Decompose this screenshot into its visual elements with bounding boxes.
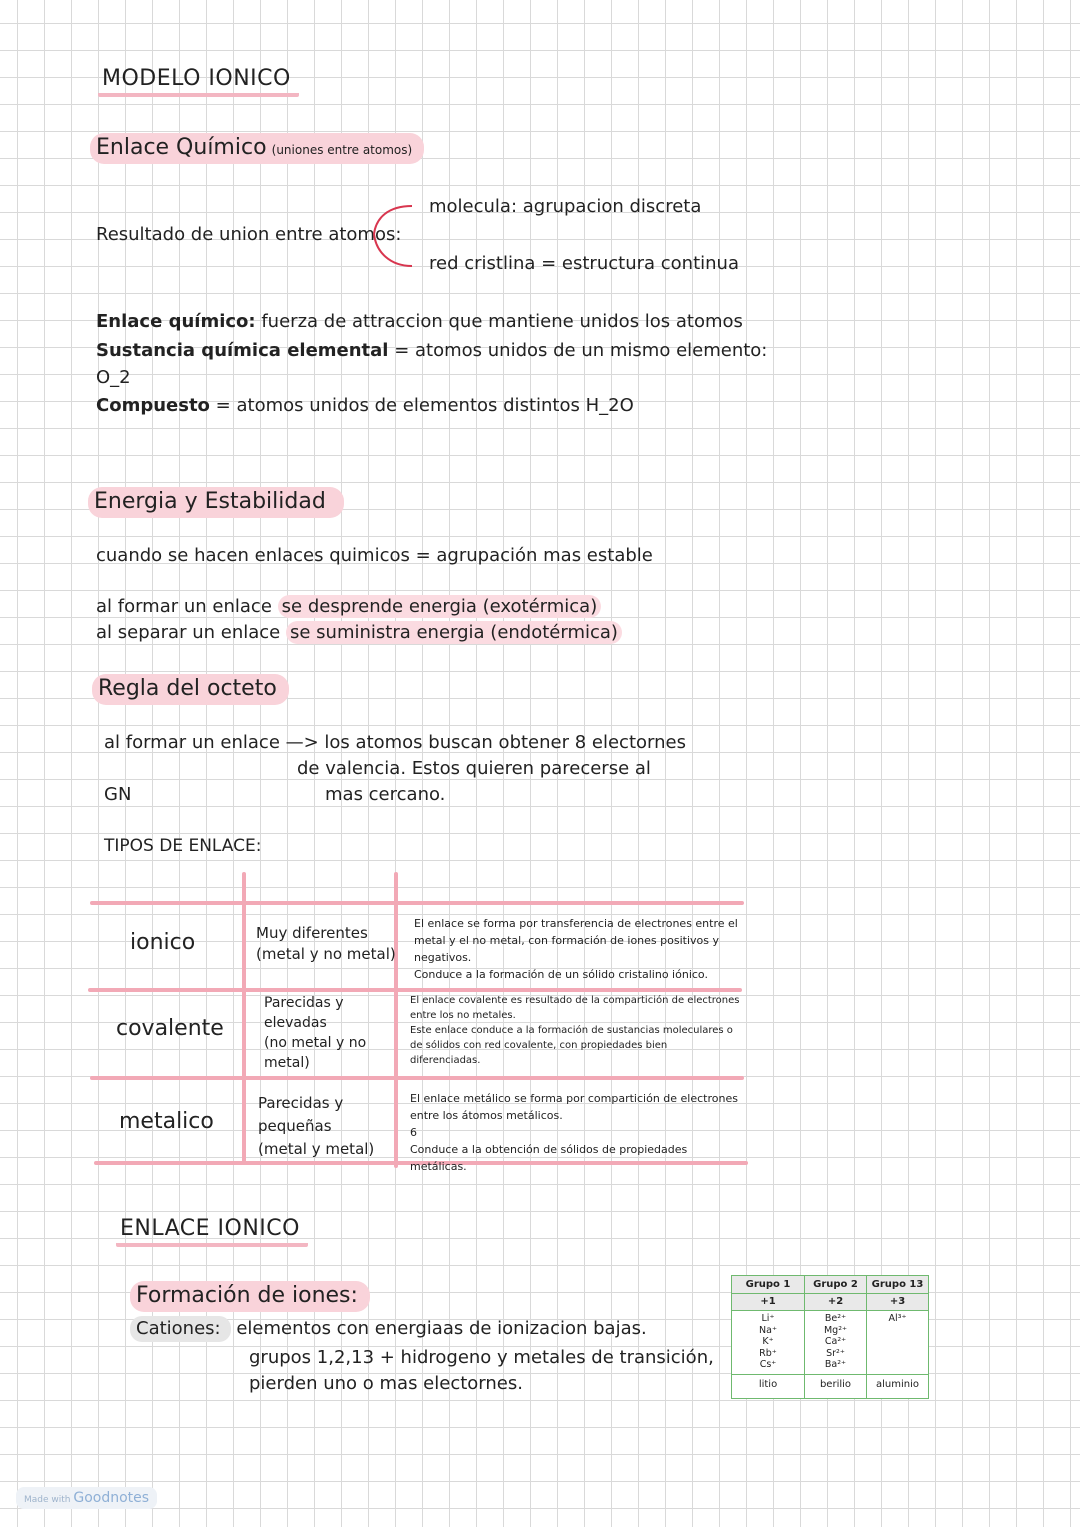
branch-bracket-icon [368, 200, 418, 275]
cationes-line-3: pierden uno o mas electornes. [249, 1373, 523, 1394]
definition-term: Compuesto [96, 395, 210, 416]
bond-description-metalico: El enlace metálico se forma por compartición de electrones entre los átomos metálicos. 6 Conduce a la obtención de sólidos de propiedades metálicas. [410, 1092, 738, 1173]
group-ions-2 [805, 1313, 866, 1371]
table-divider [394, 872, 398, 1168]
ion: K⁺ [762, 1336, 774, 1347]
definition-enlace-quimico [96, 311, 743, 332]
made-with-text: Made with [24, 1495, 71, 1505]
ion: Ca²⁺ [824, 1336, 847, 1347]
group-header: Grupo 1 [732, 1276, 804, 1293]
energia-line-1: cuando se hacen enlaces quimicos = agrupación mas estable [96, 545, 653, 566]
energia-line-2-a: al formar un enlace [96, 596, 272, 617]
goodnotes-watermark [16, 1487, 157, 1509]
group-charge: +2 [805, 1294, 866, 1310]
cationes-line-2: grupos 1,2,13 + hidrogeno y metales de transición, [249, 1347, 714, 1368]
energia-line-3-a: al separar un enlace [96, 622, 281, 643]
group-charge: +3 [867, 1294, 928, 1310]
bond-description-covalente: El enlace covalente es resultado de la compartición de electrones entre los no metales. Este enlace conduce a la formación de sustancias moleculares o de sólidos con red covalente, con propiedades bien diferenciadas. [410, 995, 740, 1066]
energia-line-3 [96, 622, 622, 643]
ion: Li⁺ [761, 1313, 775, 1324]
group-charge: +1 [732, 1294, 804, 1310]
energia-line-2 [96, 596, 601, 617]
bond-property-ionico: Muy diferentes (metal y no metal) [256, 924, 396, 963]
section-heading-octeto: Regla del octeto [92, 674, 289, 705]
definition-sustancia [96, 340, 767, 361]
group-example: litio [758, 1379, 778, 1390]
bond-property-covalente: Parecidas y elevadas (no metal y no metal) [264, 995, 367, 1071]
group-ions-13 [867, 1313, 928, 1325]
ion: Be²⁺ [824, 1313, 847, 1324]
bond-description-ionico: El enlace se forma por transferencia de electrones entre el metal y el no metal, con formación de iones positivos y negativos. Conduce a la formación de un sólido cristalino iónico. [414, 917, 738, 981]
section-heading-energia: Energia y Estabilidad [88, 487, 344, 518]
bond-property-metalico: Parecidas y pequeñas (metal y metal) [258, 1094, 375, 1158]
ion: Mg²⁺ [823, 1324, 848, 1336]
tipos-de-enlace-label: TIPOS DE ENLACE: [104, 836, 262, 856]
definition-term: Sustancia química elemental [96, 340, 389, 361]
table-divider [90, 1076, 744, 1080]
ion: Rb⁺ [759, 1347, 777, 1359]
octeto-line-2: de valencia. Estos quieren parecerse al [297, 758, 651, 779]
octeto-gn: GN [104, 784, 132, 805]
table-divider [732, 1310, 928, 1311]
goodnotes-brand: Goodnotes [73, 1490, 150, 1506]
group-example: berilio [819, 1379, 852, 1390]
branch-red-cristalina: red cristlina = estructura continua [429, 253, 739, 274]
definition-text: = atomos unidos de elementos distintos H_2O [215, 395, 634, 416]
table-divider [242, 872, 246, 1164]
octeto-line-1: al formar un enlace —> los atomos buscan obtener 8 electornes [104, 732, 686, 753]
branch-molecula: molecula: agrupacion discreta [429, 196, 702, 217]
bond-name-metalico: metalico [119, 1109, 214, 1134]
heading-note: (uniones entre atomos) [271, 143, 413, 157]
definition-term: Enlace químico: [96, 311, 256, 332]
cationes-label: Cationes: [130, 1316, 231, 1342]
table-divider [90, 901, 744, 905]
section-heading-enlace-quimico [90, 133, 424, 164]
cationes-text: elementos con energiaas de ionizacion bajas. [236, 1318, 647, 1339]
group-example: aluminio [876, 1379, 919, 1390]
table-divider [88, 988, 742, 992]
ion: Ba²⁺ [824, 1359, 847, 1370]
octeto-line-3: mas cercano. [325, 784, 446, 805]
group-header: Grupo 2 [805, 1276, 866, 1293]
bond-name-ionico: ionico [130, 930, 196, 955]
energia-line-3-b: se suministra energia (endotérmica) [286, 621, 622, 644]
definition-text: fuerza de attraccion que mantiene unidos los atomos [261, 311, 743, 332]
definition-o2: O_2 [96, 367, 131, 388]
sub-heading-formacion-iones: Formación de iones: [130, 1281, 370, 1312]
ion: Al³⁺ [888, 1313, 907, 1324]
resultado-label: Resultado de union entre atomos: [96, 224, 402, 245]
heading-text: Enlace Químico [96, 135, 267, 160]
groups-table [731, 1275, 929, 1399]
bond-name-covalente: covalente [116, 1016, 224, 1041]
ion: Cs⁺ [759, 1359, 777, 1370]
page-title: MODELO IONICO [98, 66, 299, 97]
section-heading-enlace-ionico: ENLACE IONICO [116, 1216, 308, 1247]
energia-line-2-b: se desprende energia (exotérmica) [278, 595, 602, 618]
group-header: Grupo 13 [867, 1276, 928, 1293]
table-divider [732, 1374, 928, 1375]
group-ions-1 [732, 1313, 804, 1371]
ion: Sr²⁺ [826, 1347, 845, 1359]
definition-compuesto [96, 395, 634, 416]
cationes-line [130, 1318, 647, 1339]
definition-text: = atomos unidos de un mismo elemento: [394, 340, 768, 361]
ion: Na⁺ [759, 1324, 777, 1336]
